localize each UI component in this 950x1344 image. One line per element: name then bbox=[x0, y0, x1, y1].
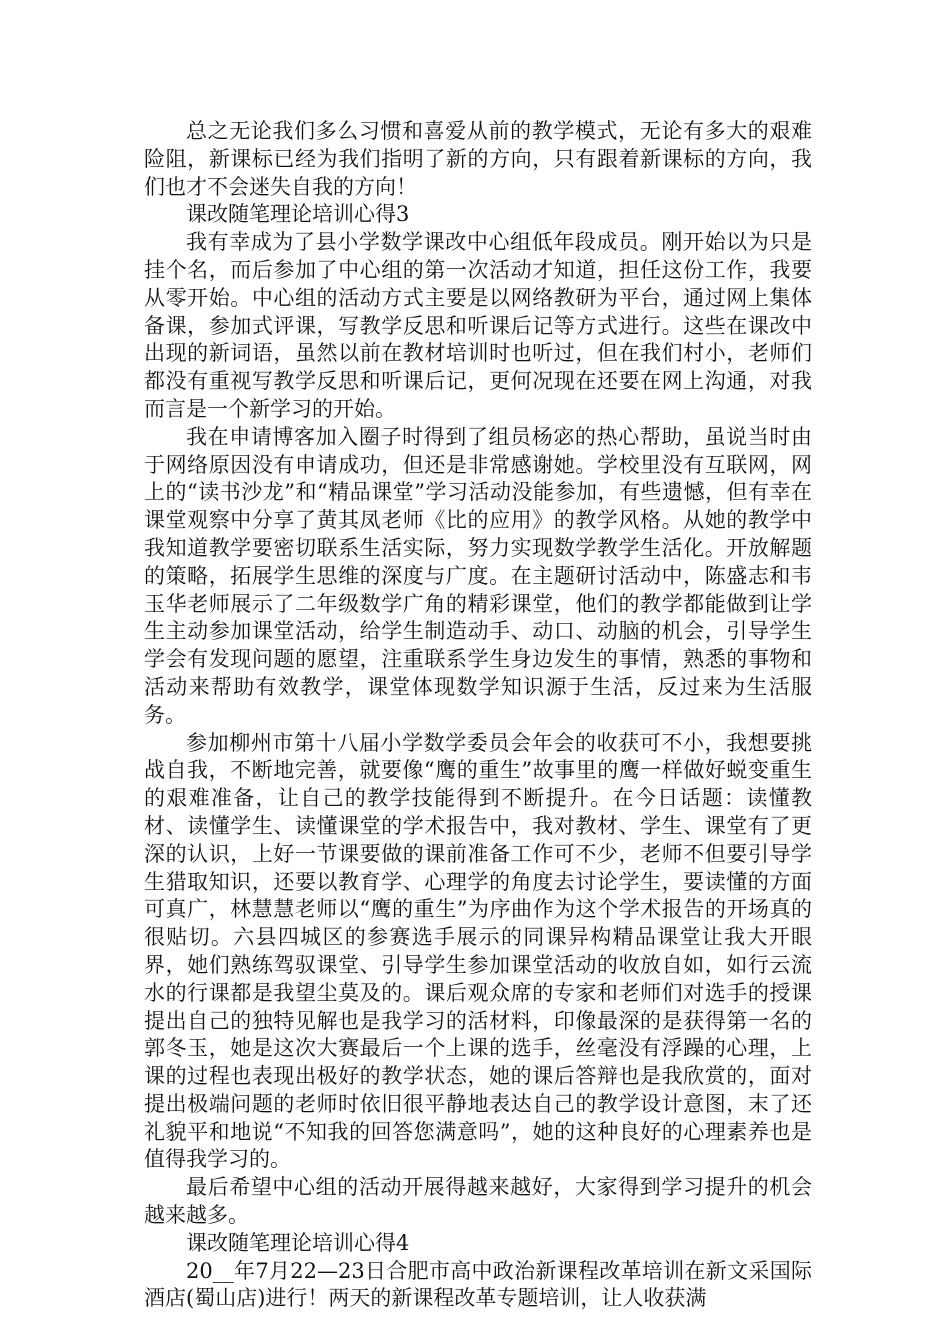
section-heading-3: 课改随笔理论培训心得3 bbox=[186, 202, 410, 227]
paragraph-4: 参加柳州市第十八届小学数学委员会年会的收获可不小，我想要挑战自我，不断地完善，就要像“鹰的重生”故事里的鹰一样做好蜕变重生的艰难准备，让自己的教学技能得到不断提升。在今日话题：读懂教材、读懂学生、读懂课堂的学术报告中，我对教材、学生、课堂有了更深的认识，上好一节课要做的课前准备工作可不少，老师不但要引导学生猎取知识，还要以教育学、心理学的角度去讨论学生，要读懂的方面可真广，林慧慧老师以“鹰的重生”为序曲作为这个学术报告的开场真的很贴切。六县四城区的参赛选手展示的同课异构精品课堂让我大开眼界，她们熟练驾驭课堂、引导学生参加课堂活动的收放自如，如行云流水的行课都是我望尘莫及的。课后观众席的专家和老师们对选手的授课提出自己的独特见解也是我学习的活材料，印像最深的是获得第一名的郭冬玉，她是这次大赛最后一个上课的选手，丝毫没有浮躁的心理，上课的过程也表现出极好的教学状态，她的课后答辩也是我欣赏的，面对提出极端问题的老师时依旧很平静地表达自己的教学设计意图，末了还礼貌平和地说“不知我的回答您满意吗”，她的这种良好的心理素养也是值得我学习的。 bbox=[144, 730, 812, 1172]
paragraph-3: 我在申请博客加入圈子时得到了组员杨宓的热心帮助，虽说当时由于网络原因没有申请成功，但还是非常感谢她。学校里没有互联网，网上的“读书沙龙”和“精品课堂”学习活动没能参加，有些遗憾，但有幸在课堂观察中分享了黄其凤老师《比的应用》的教学风格。从她的教学中我知道教学要密切联系生活实际，努力实现数学教学生活化。开放解题的策略，拓展学生思维的深度与广度。在主题研讨活动中，陈盛志和韦玉华老师展示了二年级数学广角的精彩课堂，他们的教学都能做到让学生主动参加课堂活动，给学生制造动手、动口、动脑的机会，引导学生学会有发现问题的愿望，注重联系学生身边发生的事情，熟悉的事物和活动来帮助有效教学，课堂体现数学知识源于生活，反过来为生活服务。 bbox=[144, 424, 812, 727]
paragraph-2: 我有幸成为了县小学数学课改中心组低年段成员。刚开始以为只是挂个名，而后参加了中心组的第一次活动才知道，担任这份工作，我要从零开始。中心组的活动方式主要是以网络教研为平台，通过网上集体备课，参加式评课，写教学反思和听课后记等方式进行。这些在课改中出现的新词语，虽然以前在教材培训时也听过，但在我们村小，老师们都没有重视写教学反思和听课后记，更何况现在还要在网上沟通，对我而言是一个新学习的开始。 bbox=[144, 230, 812, 421]
paragraph-6: 20__年7月22—23日合肥市高中政治新课程改革培训在新文采国际酒店(蜀山店)进行！两天的新课程改革专题培训，让人收获满 bbox=[144, 1258, 812, 1311]
document-page bbox=[144, 118, 812, 1313]
paragraph-5: 最后希望中心组的活动开展得越来越好，大家得到学习提升的机会越来越多。 bbox=[144, 1175, 812, 1228]
section-heading-4: 课改随笔理论培训心得4 bbox=[186, 1230, 410, 1255]
paragraph-1: 总之无论我们多么习惯和喜爱从前的教学模式，无论有多大的艰难险阻，新课标已经为我们指明了新的方向，只有跟着新课标的方向，我们也才不会迷失自我的方向！ bbox=[144, 119, 812, 199]
